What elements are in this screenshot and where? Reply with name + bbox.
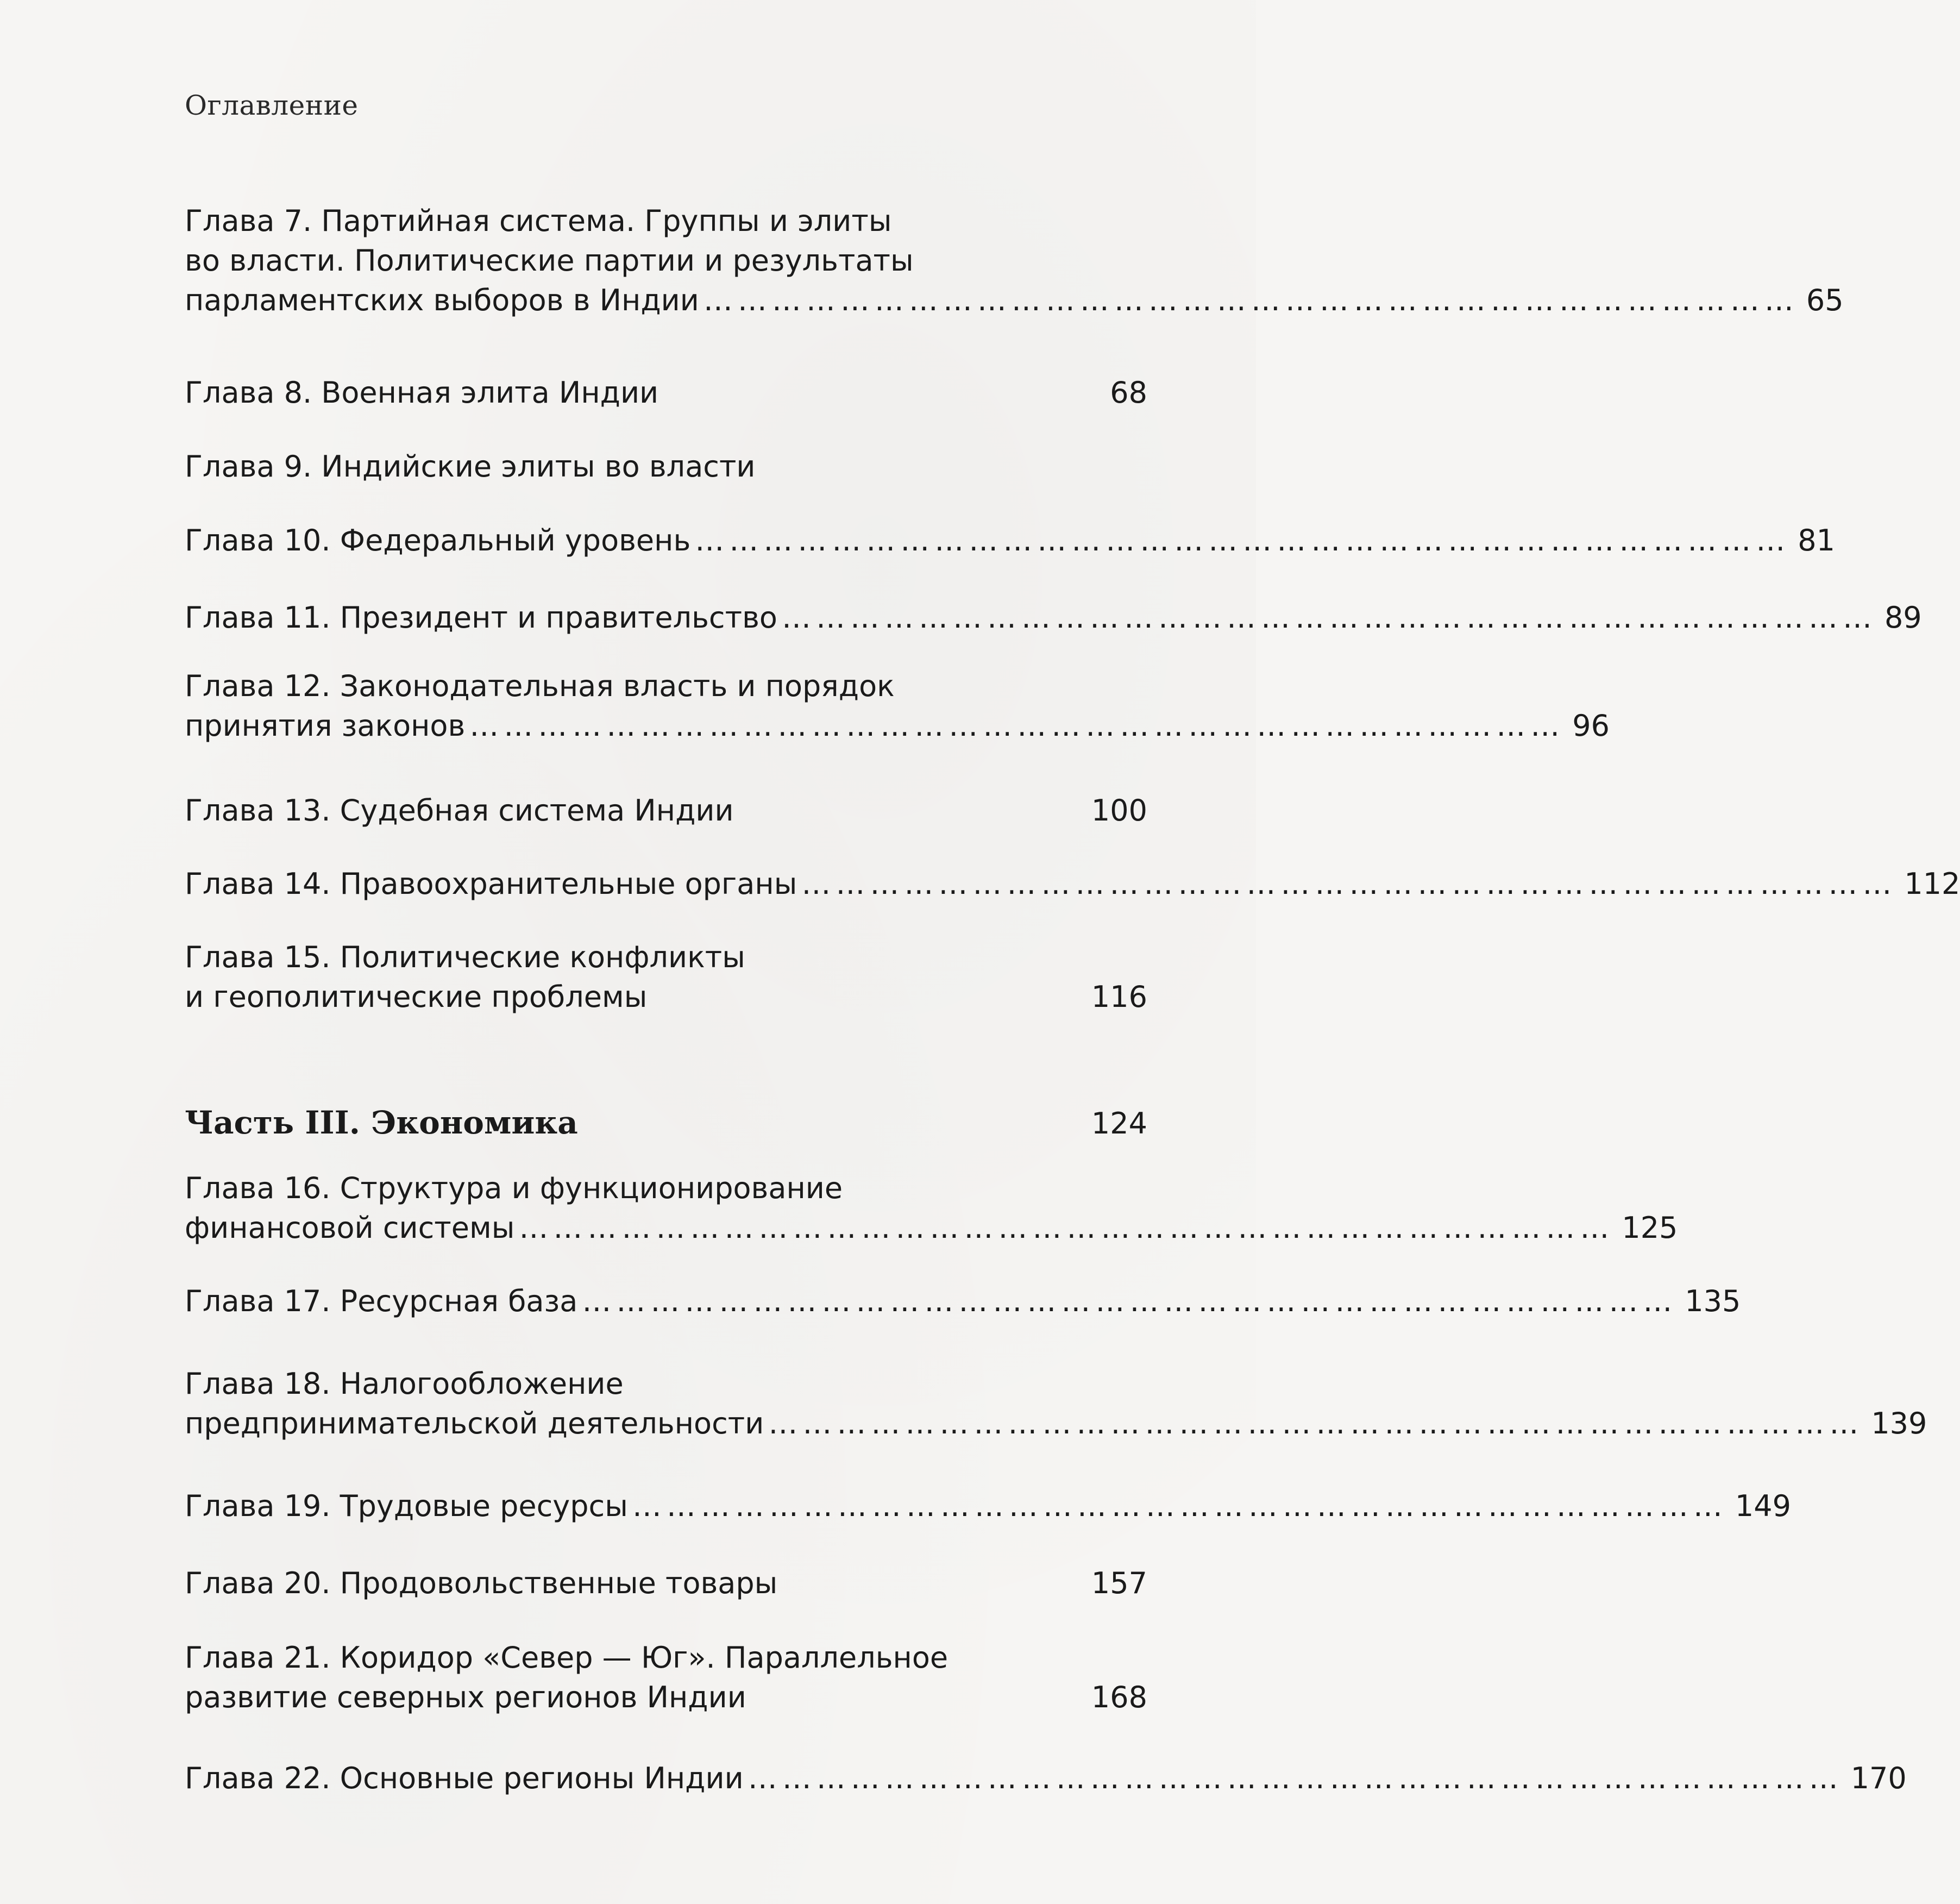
- toc-entry-chapter-12: [185, 666, 1610, 746]
- toc-entry-title: Глава 14. Правоохранительные органы: [185, 867, 797, 901]
- toc-page-number: 168: [1091, 1680, 1147, 1714]
- toc-entry-title: Глава 20. Продовольственные товары: [185, 1566, 778, 1600]
- toc-page-number: 100: [1091, 793, 1147, 828]
- toc-entry-chapter-21: [185, 1638, 1147, 1717]
- toc-page-number: 65: [1806, 283, 1844, 317]
- toc-entry-title: финансовой системы: [185, 1211, 515, 1245]
- dot-leader: ……………………………………………………………………………………: [695, 523, 1791, 558]
- toc-entry-last-line: [185, 977, 1147, 1017]
- toc-entry-title: Глава 19. Трудовые ресурсы: [185, 1489, 628, 1523]
- toc-entry-last-line: [185, 1404, 1927, 1443]
- toc-entry-title: Глава 10. Федеральный уровень: [185, 523, 691, 558]
- toc-entry-last-line: [185, 280, 1844, 320]
- toc-entry-title: Глава 13. Судебная система Индии: [185, 793, 734, 828]
- toc-entry-chapter-8: [185, 373, 1147, 412]
- toc-page-number: 125: [1622, 1211, 1678, 1245]
- toc-entry-title: принятия законов: [185, 709, 466, 743]
- toc-entry-last-line: [185, 1486, 1791, 1526]
- toc-entry-last-line: [185, 447, 1147, 486]
- dot-leader: ……………………………………………………………………………………: [703, 283, 1799, 317]
- toc-entry-title: предпринимательской деятельности: [185, 1406, 764, 1440]
- toc-page-number: 96: [1572, 709, 1610, 743]
- toc-entry-last-line: [185, 521, 1836, 560]
- running-head: Оглавление: [185, 90, 359, 121]
- toc-part-title: Часть III. Экономика: [185, 1104, 578, 1141]
- toc-page-number: 68: [1110, 375, 1147, 410]
- toc-entry-chapter-17: [185, 1281, 1741, 1321]
- toc-entry-last-line: [185, 864, 1960, 904]
- toc-page-number: 124: [1091, 1106, 1147, 1141]
- toc-entry-title-lines: Глава 15. Политические конфликты: [185, 940, 745, 974]
- toc-entry-title: Глава 22. Основные регионы Индии: [185, 1761, 744, 1795]
- dot-leader: ……………………………………………………………………………………: [582, 1284, 1678, 1318]
- toc-entry-last-line: [185, 1103, 1147, 1143]
- toc-entry-chapter-9: [185, 447, 1147, 486]
- toc-entry-chapter-7: [185, 201, 1844, 320]
- toc-page-number: 135: [1685, 1284, 1741, 1318]
- toc-entry-chapter-15: [185, 937, 1147, 1017]
- toc-entry-last-line: [185, 1281, 1741, 1321]
- toc-entry-title-lines: Глава 21. Коридор «Север — Юг». Параллельное: [185, 1640, 948, 1675]
- toc-entry-last-line: [185, 706, 1610, 746]
- toc-entry-last-line: [185, 1677, 1147, 1717]
- toc-entry-title-lines: Глава 18. Налогообложение: [185, 1367, 624, 1401]
- toc-entry-chapter-11: [185, 598, 1922, 637]
- toc-entry-last-line: [185, 1563, 1147, 1603]
- toc-entry-title: Глава 11. Президент и правительство: [185, 600, 777, 635]
- toc-entry-title: Глава 8. Военная элита Индии: [185, 375, 659, 410]
- toc-page-number: 81: [1798, 523, 1836, 558]
- dot-leader: ……………………………………………………………………………………: [801, 867, 1897, 901]
- toc-entry-last-line: [185, 791, 1147, 830]
- toc-page-number: 139: [1871, 1406, 1927, 1440]
- dot-leader: ……………………………………………………………………………………: [781, 600, 1877, 635]
- toc-entry-title: Глава 9. Индийские элиты во власти: [185, 449, 756, 484]
- dot-leader: ……………………………………………………………………………………: [469, 709, 1565, 743]
- toc-entry-title-lines: Глава 16. Структура и функционирование: [185, 1171, 843, 1205]
- toc-entry-chapter-16: [185, 1168, 1678, 1248]
- toc-entry-chapter-13: [185, 791, 1147, 830]
- toc-entry-last-line: [185, 373, 1147, 412]
- toc-page-number: 112: [1904, 867, 1960, 901]
- toc-entry-chapter-22: [185, 1758, 1907, 1798]
- toc-entry-last-line: [185, 1208, 1678, 1248]
- toc-entry-chapter-10: [185, 521, 1836, 560]
- toc-entry-last-line: [185, 1758, 1907, 1798]
- toc-entry-chapter-19: [185, 1486, 1791, 1526]
- dot-leader: ……………………………………………………………………………………: [747, 1761, 1843, 1795]
- toc-entry-last-line: [185, 598, 1922, 637]
- dot-leader: ……………………………………………………………………………………: [768, 1406, 1864, 1440]
- toc-entry-title: развитие северных регионов Индии: [185, 1680, 746, 1714]
- toc-entry-part-3: [185, 1103, 1147, 1143]
- toc-entry-chapter-20: [185, 1563, 1147, 1603]
- toc-entry-title-lines: Глава 12. Законодательная власть и порядок: [185, 669, 895, 703]
- toc-entry-chapter-14: [185, 864, 1960, 904]
- toc-entry-title: Глава 17. Ресурсная база: [185, 1284, 578, 1318]
- toc-page-number: 157: [1091, 1566, 1147, 1600]
- toc-entry-title: парламентских выборов в Индии: [185, 283, 699, 317]
- dot-leader: ……………………………………………………………………………………: [519, 1211, 1615, 1245]
- toc-page-number: 116: [1091, 980, 1147, 1014]
- toc-page-number: 89: [1884, 600, 1922, 635]
- toc-page-number: 149: [1735, 1489, 1791, 1523]
- toc-entry-title: и геополитические проблемы: [185, 980, 648, 1014]
- toc-entry-chapter-18: [185, 1364, 1927, 1443]
- toc-entry-title-lines: Глава 7. Партийная система. Группы и элиты во власти. Политические партии и результаты: [185, 204, 914, 278]
- toc-page-number: 170: [1850, 1761, 1907, 1795]
- dot-leader: ……………………………………………………………………………………: [632, 1489, 1727, 1523]
